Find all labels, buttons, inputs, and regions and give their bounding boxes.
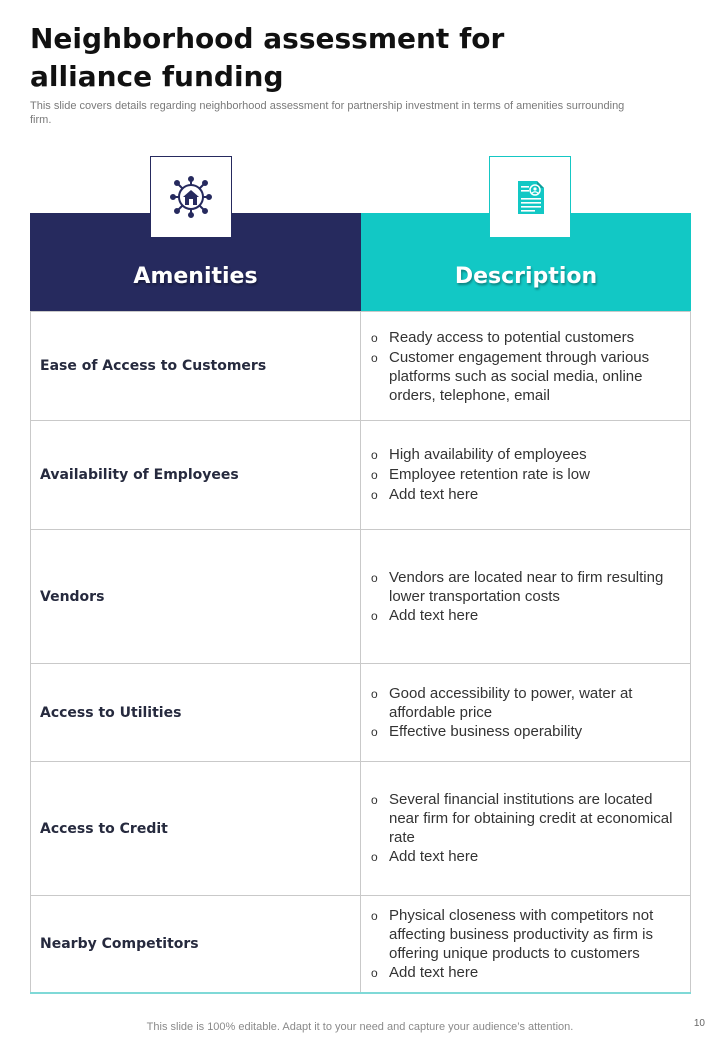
description-cell xyxy=(361,896,691,992)
bullet-text: Customer engagement through various platforms such as social media, online orders, telephone, email xyxy=(389,348,650,404)
description-cell xyxy=(361,421,691,529)
bullet-marker: o xyxy=(371,570,378,585)
table-header xyxy=(30,213,691,311)
bullet-text: Add text here xyxy=(389,486,479,503)
amenity-cell: Ease of Access to Customers xyxy=(30,312,361,420)
bullet-item xyxy=(371,847,680,867)
bullet-marker: o xyxy=(371,724,378,739)
description-cell xyxy=(361,762,691,895)
bullet-item xyxy=(371,465,680,485)
amenity-cell: Vendors xyxy=(30,530,361,663)
bullet-item xyxy=(371,606,680,626)
description-cell xyxy=(361,312,691,420)
bullet-text: Add text here xyxy=(389,963,479,981)
page-title: Neighborhood assessment for alliance funding xyxy=(30,22,505,93)
description-icon-box xyxy=(489,156,571,238)
bullet-item xyxy=(371,568,680,606)
bullet-text: Add text here xyxy=(389,848,479,865)
bullet-text: Add text here xyxy=(389,606,479,624)
bullet-text: Several financial institutions are located near firm for obtaining credit at economical rate xyxy=(389,791,673,846)
amenity-cell: Access to Credit xyxy=(30,762,361,895)
bullet-marker: o xyxy=(371,468,378,482)
description-cell xyxy=(361,664,691,761)
home-network-icon xyxy=(169,175,213,219)
bullet-text: Physical closeness with competitors not affecting business productivity as firm is offering unique products to customers xyxy=(389,906,654,962)
bullet-marker: o xyxy=(371,488,378,502)
bullet-marker: o xyxy=(371,908,378,923)
table-row xyxy=(30,311,691,420)
bullet-item xyxy=(371,963,680,983)
document-profile-icon xyxy=(508,175,552,219)
bullet-item xyxy=(371,348,680,405)
bullet-text: Employee retention rate is low xyxy=(389,466,590,483)
table-row xyxy=(30,420,691,529)
bullet-item xyxy=(371,722,680,742)
bullet-text: High availability of employees xyxy=(389,446,587,463)
bullet-text: Effective business operability xyxy=(389,722,583,740)
header-description: Description xyxy=(361,213,691,311)
bullet-marker: o xyxy=(371,608,378,623)
bullet-item xyxy=(371,485,680,505)
amenity-cell: Nearby Competitors xyxy=(30,896,361,992)
amenity-cell: Access to Utilities xyxy=(30,664,361,761)
bullet-text: Ready access to potential customers xyxy=(389,328,635,346)
table-row xyxy=(30,663,691,761)
bullet-marker: o xyxy=(371,350,378,365)
table-row xyxy=(30,761,691,895)
bullet-marker: o xyxy=(371,965,378,980)
footer-note: This slide is 100% editable. Adapt it to your need and capture your audience’s attention. xyxy=(146,1021,574,1033)
bullet-item xyxy=(371,684,680,722)
bullet-item xyxy=(371,328,680,348)
bullet-item xyxy=(371,906,680,963)
assessment-table xyxy=(30,213,691,994)
amenities-icon-box xyxy=(150,156,232,238)
table-row xyxy=(30,529,691,663)
bullet-item xyxy=(371,445,680,465)
page-subtitle: This slide covers details regarding neighborhood assessment for partnership investment in terms of amenities surrounding firm. xyxy=(30,100,625,126)
bullet-text: Good accessibility to power, water at affordable price xyxy=(389,684,633,721)
bullet-text: Vendors are located near to firm resulting lower transportation costs xyxy=(389,568,664,605)
page-number: 10 xyxy=(693,1018,705,1029)
table-row xyxy=(30,895,691,992)
bullet-item xyxy=(371,790,680,847)
bullet-marker: o xyxy=(371,330,378,345)
amenity-cell: Availability of Employees xyxy=(30,421,361,529)
bullet-marker: o xyxy=(371,793,378,807)
header-amenities: Amenities xyxy=(30,213,361,311)
description-cell xyxy=(361,530,691,663)
bullet-marker: o xyxy=(371,448,378,462)
bullet-marker: o xyxy=(371,686,378,701)
bullet-marker: o xyxy=(371,850,378,864)
